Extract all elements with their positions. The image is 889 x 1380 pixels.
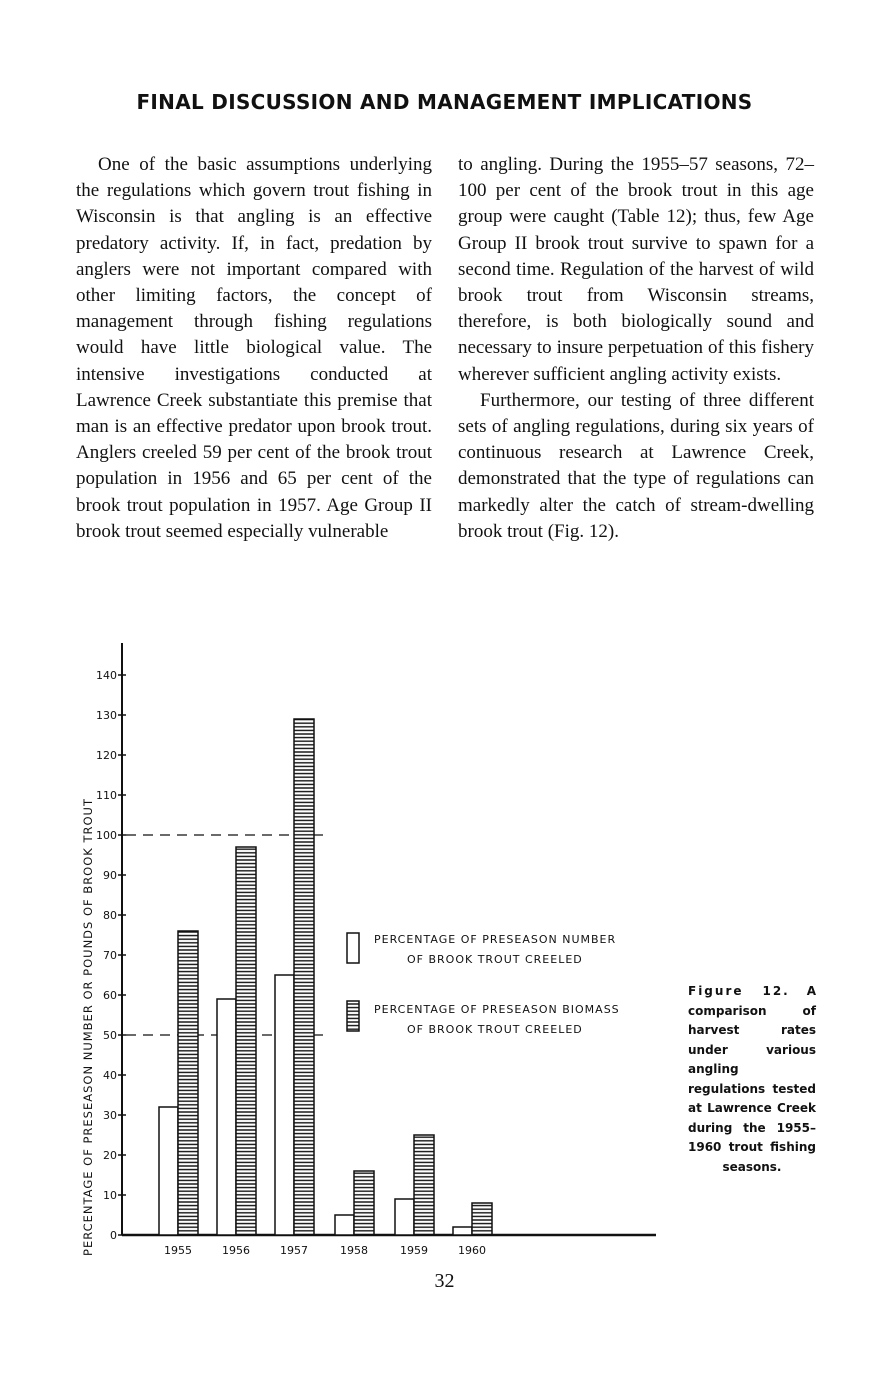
y-tick-label: 140: [96, 669, 117, 682]
legend-text-number: PERCENTAGE OF PRESEASON NUMBER: [374, 933, 617, 946]
bar-number-1958: [335, 1215, 354, 1235]
y-tick-label: 100: [96, 829, 117, 842]
bar-number-1957: [275, 975, 294, 1235]
legend-swatch-biomass: [347, 1001, 359, 1031]
body-paragraph: One of the basic assumptions underlying the regulations which govern trout fishing in Wisconsin is that angling is an effective predatory activity. If, in fact, predation by anglers were not important compared with other limiting factors, the concept of management through fishing regulations would have little biological value. The intensive investigations conducted at Lawrence Creek substantiate this premise that man is an effective predator upon brook trout. Anglers creeled 59 per cent of the brook trout population in 1956 and 65 per cent of the brook trout population in 1957. Age Group II brook trout seemed especially vulnerable: [76, 154, 432, 542]
x-tick-label: 1959: [400, 1244, 428, 1257]
body-paragraph: Furthermore, our testing of three different sets of angling regulations, during six years of continuous research at Lawrence Creek, demonstrated that the type of regulations can markedly alter the catch of stream-dwelling brook trout (Fig. 12).: [458, 389, 814, 542]
x-tick-label: 1960: [458, 1244, 486, 1257]
legend-text-number: OF BROOK TROUT CREELED: [407, 953, 583, 966]
x-tick-label: 1958: [340, 1244, 368, 1257]
y-tick-label: 0: [110, 1229, 117, 1242]
body-paragraph: to angling. During the 1955–57 seasons, 72–100 per cent of the brook trout in this age group were caught (Table 12); thus, few Age Group II brook trout survive to spawn for a second time. Regulation of the harvest of wild brook trout from Wisconsin streams, therefore, is both biologically sound and necessary to insure perpetuation of this fishery wherever sufficient angling activity exists.: [458, 154, 814, 385]
body-column-right: [458, 152, 814, 545]
y-tick-label: 130: [96, 709, 117, 722]
bar-number-1960: [453, 1227, 472, 1235]
bar-number-1955: [159, 1107, 178, 1235]
figure-label: Figure 12.: [688, 984, 790, 998]
legend-swatch-number: [347, 933, 359, 963]
y-tick-label: 40: [103, 1069, 117, 1082]
y-axis-label: PERCENTAGE OF PRESEASON NUMBER OR POUNDS OF BROOK TROUT: [81, 798, 95, 1256]
figure-caption-text: A comparison of harvest rates under various angling regulations tested at Lawrence Creek during the 1955–1960 trout fishing seasons.: [688, 984, 816, 1174]
figure-caption: [688, 982, 816, 1177]
y-tick-label: 80: [103, 909, 117, 922]
y-tick-label: 120: [96, 749, 117, 762]
legend-text-biomass: OF BROOK TROUT CREELED: [407, 1023, 583, 1036]
y-tick-label: 20: [103, 1149, 117, 1162]
bar-biomass-1959: [414, 1135, 434, 1235]
y-tick-label: 10: [103, 1189, 117, 1202]
y-tick-label: 110: [96, 789, 117, 802]
bar-number-1956: [217, 999, 236, 1235]
x-tick-label: 1957: [280, 1244, 308, 1257]
y-tick-label: 50: [103, 1029, 117, 1042]
y-tick-label: 70: [103, 949, 117, 962]
section-heading: FINAL DISCUSSION AND MANAGEMENT IMPLICATIONS: [136, 90, 753, 114]
bar-number-1959: [395, 1199, 414, 1235]
bar-biomass-1957: [294, 719, 314, 1235]
page-number: 32: [434, 1270, 455, 1292]
y-tick-label: 30: [103, 1109, 117, 1122]
y-tick-label: 60: [103, 989, 117, 1002]
y-tick-label: 90: [103, 869, 117, 882]
harvest-rate-bar-chart: [70, 635, 670, 1265]
bar-biomass-1955: [178, 931, 198, 1235]
bar-biomass-1960: [472, 1203, 492, 1235]
bar-biomass-1958: [354, 1171, 374, 1235]
bar-biomass-1956: [236, 847, 256, 1235]
x-tick-label: 1955: [164, 1244, 192, 1257]
x-tick-label: 1956: [222, 1244, 250, 1257]
body-column-left: [76, 152, 432, 545]
legend-text-biomass: PERCENTAGE OF PRESEASON BIOMASS: [374, 1003, 620, 1016]
